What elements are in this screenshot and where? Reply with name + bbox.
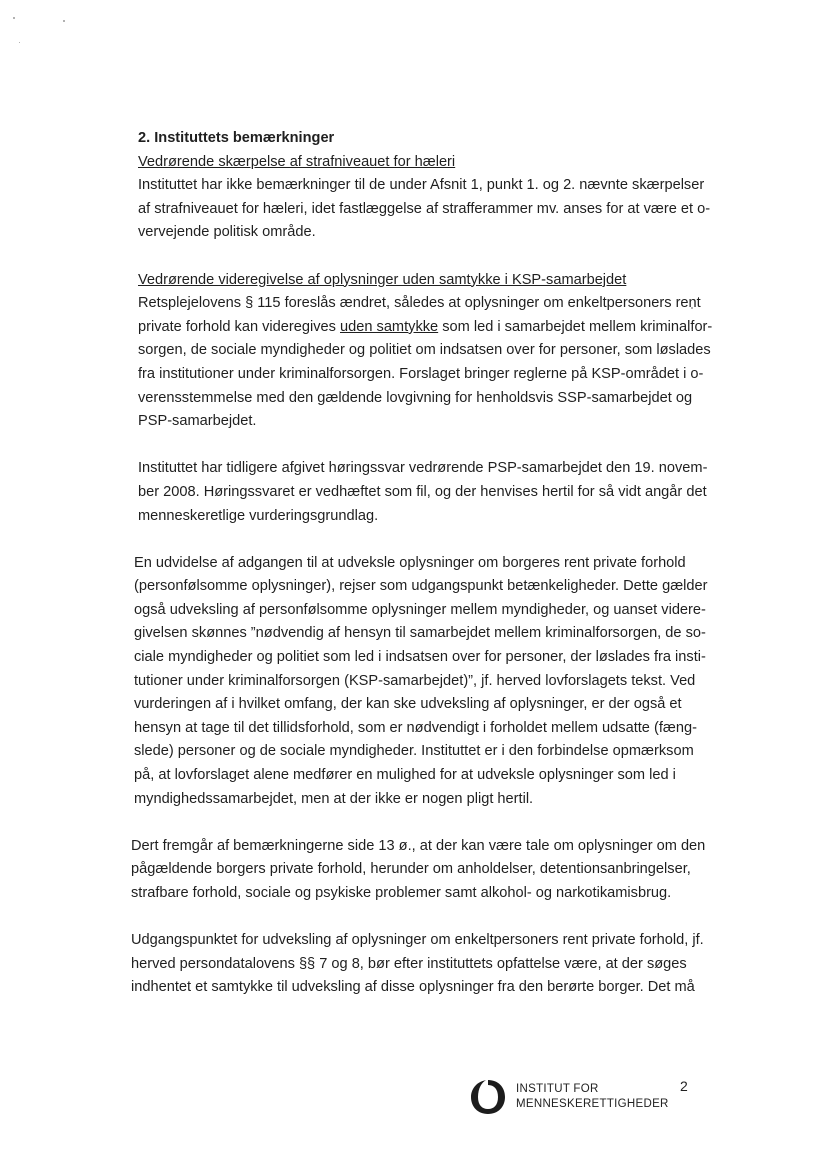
paragraph-udvidelse (134, 552, 708, 812)
paragraph-psp (138, 457, 708, 528)
text-line: også udveksling af personfølsomme oplysninger mellem myndigheder, og uanset videre- (134, 601, 706, 618)
text-line: Retsplejelovens § 115 foreslås ændret, således at oplysninger om enkeltpersoners rent (138, 295, 701, 312)
text-line: herved persondatalovens §§ 7 og 8, bør efter instituttets opfattelse være, at der søges (131, 955, 687, 972)
section-heading: 2. Instituttets bemærkninger (138, 130, 335, 146)
text-line: vurderingen af i hvilket omfang, der kan ske udveksling af oplysninger, er der også et (134, 696, 682, 713)
scan-speck (63, 20, 65, 22)
text-line: vervejende politisk område. (138, 224, 316, 241)
paragraph-haeleri (138, 174, 711, 245)
page-number: 2 (680, 1078, 688, 1094)
text-line: ciale myndigheder og politiet som led i indsatsen over for personer, der løslades fra insti- (134, 649, 706, 666)
paragraph-udgangspunkt (131, 929, 704, 1000)
document-body (131, 127, 713, 1000)
text-run: som led i samarbejdet mellem kriminalfor- (438, 318, 713, 335)
text-line: menneskeretlige vurderingsgrundlag. (138, 507, 379, 524)
paragraph-ksp (138, 292, 713, 434)
text-line: pågældende borgers private forhold, herunder om anholdelser, detentionsanbringelser, (131, 861, 691, 878)
text-line: Udgangspunktet for udveksling af oplysninger om enkeltpersoners rent private forhold, jf. (131, 932, 704, 949)
text-line: sorgen, de sociale myndigheder og politiet om indsatsen over for personer, som løslades (138, 342, 711, 359)
text-line (138, 316, 713, 340)
text-line: Instituttet har ikke bemærkninger til de under Afsnit 1, punkt 1. og 2. nævnte skærpelser (138, 177, 705, 194)
scan-speck (13, 17, 15, 19)
text-line: En udvidelse af adgangen til at udveksle oplysninger om borgeres rent private forhold (134, 554, 686, 571)
text-line: strafbare forhold, sociale og psykiske problemer samt alkohol- og narkotikamisbrug. (131, 885, 672, 901)
text-line: tutioner under kriminalforsorgen (KSP-samarbejdet)”, jf. herved lovforslagets tekst. Ved (134, 672, 696, 689)
text-line: Dert fremgår af bemærkningerne side 13 ø., at der kan være tale om oplysninger om den (131, 837, 706, 854)
scan-speck (19, 42, 20, 43)
text-line: givelsen skønnes ”nødvendig af hensyn til samarbejdet mellem kriminalforsorgen, de so- (134, 625, 706, 642)
text-line: (personfølsomme oplysninger), rejser som udgangspunkt betænkeligheder. Dette gælder (134, 578, 708, 595)
text-line: hensyn at tage til det tillidsforhold, som er nødvendigt i forholdet mellem udsatte (fæng- (134, 719, 697, 736)
org-line: INSTITUT FOR (516, 1083, 599, 1095)
text-line: PSP-samarbejdet. (138, 413, 257, 430)
subheading-haeleri: Vedrørende skærpelse af strafniveauet for hæleri (138, 153, 456, 170)
text-line: myndighedssamarbejdet, men at der ikke er nogen pligt hertil. (134, 790, 534, 807)
subheading-ksp: Vedrørende videregivelse af oplysninger uden samtykke i KSP-samarbejdet (138, 271, 627, 288)
text-run: private forhold kan videregives (138, 318, 340, 335)
text-line: Instituttet har tidligere afgivet høringssvar vedrørende PSP-samarbejdet den 19. novem- (138, 460, 708, 477)
paragraph-bemaerkninger (131, 835, 706, 906)
underlined-phrase: uden samtykke (340, 318, 439, 335)
page-footer (469, 1074, 699, 1118)
text-line: verensstemmelse med den gældende lovgivning for henholdsvis SSP-samarbejdet og (138, 389, 693, 406)
text-line: fra institutioner under kriminalforsorgen. Forslaget bringer reglerne på KSP-området i o- (138, 365, 704, 382)
text-line: ber 2008. Høringssvaret er vedhæftet som fil, og der henvises hertil for så vidt angår det (138, 483, 707, 500)
org-line: MENNESKERETTIGHEDER (516, 1097, 669, 1110)
text-line: indhentet et samtykke til udveksling af disse oplysninger fra den berørte borger. Det må (131, 979, 695, 996)
institute-logo-icon (469, 1078, 507, 1116)
text-line: slede) personer og de sociale myndigheder. Instituttet er i den forbindelse opmærksom (134, 743, 694, 760)
text-line: på, at lovforslaget alene medfører en mulighed for at udveksle oplysninger som led i (134, 767, 676, 784)
text-line: af strafniveauet for hæleri, idet fastlæggelse af strafferammer mv. anses for at være et o- (138, 200, 711, 217)
institute-name (516, 1082, 669, 1111)
